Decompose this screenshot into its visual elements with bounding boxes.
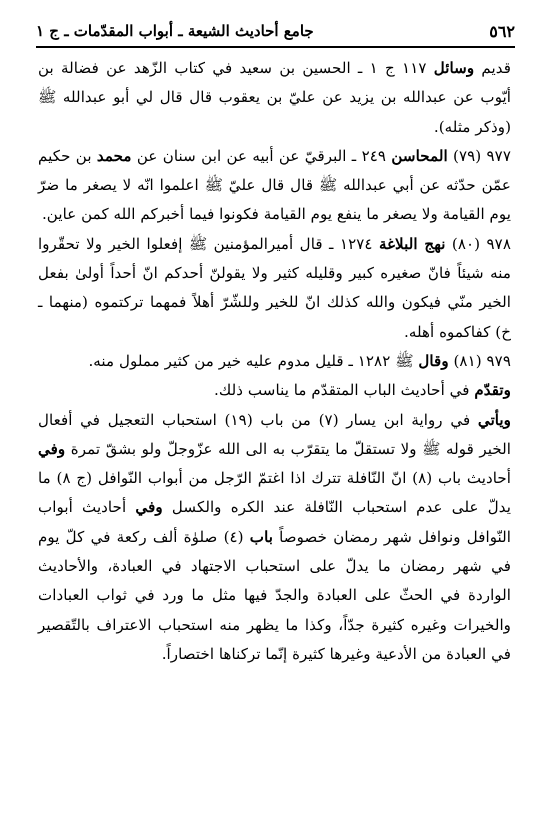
page-number: ٥٦٢ <box>489 21 515 41</box>
paragraph-yati: ويأتي في رواية ابن يسار (٧) من باب (١٩) استحباب التعجيل في أفعال الخير قوله ﷺ ولا تستقلّ ما يتقرّب به الى الله عزّوجلّ ولو بشقّ تمرة وفي أحاديث باب (٨) انّ النّافلة تترك اذا اغتمّ الرّجل من أبواب النّوافل (ج ٨) ما يدلّ على عدم استحباب النّافلة عند الكره والكسل وفي أحاديث أبواب النّوافل ونوافل شهر رمضان خصوصاً باب (٤) صلوٰة ألف ركعة في كلّ يوم في شهر رمضان ما يدلّ على استحباب الاجتهاد في العبادة، والأحاديث الواردة في الحثّ على العبادة والجدّ فيها مثل ما ورد في ثواب العبادات والخيرات وغيره كثيرة جدّاً، وكذا ما يظهر منه استحباب الاعتراف بالتّقصير في العبادة من الأدعية وغيرها كثيرة إنّما تركناها اختصاراً. <box>38 410 512 663</box>
header-rule <box>36 46 515 48</box>
paragraph-wasail: قديم وسائل ١١٧ ج ١ ـ الحسين بن سعيد في كتاب الزّهد عن فضالة بن أيّوب عن عبدالله بن يزيد عن عليّ بن يعقوب قال قال لي أبو عبدالله ﷺ (وذكر مثله). <box>38 59 511 136</box>
page-header <box>36 18 515 44</box>
paragraph-978: ٩٧٨ (٨٠) نهج البلاغة ١٢٧٤ ـ قال أميرالمؤمنين ﷺ إفعلوا الخير ولا تحقّروا منه شيئاً فانّ صغيره كبير وقليله كثير ولا يقولنّ أحدكم انّ أحداً أولىٰ بفعل الخير منّي فيكون والله كذلك انّ للخير وللشّرّ أهلاً فمهما تركتموه (منهما ـ خ) كفاكموه أهله. <box>38 234 511 341</box>
running-title: جامع أحاديث الشيعة ـ أبواب المقدّمات ـ ج ١ <box>36 22 314 40</box>
document-body <box>38 54 511 669</box>
paragraph-taqaddam: وتقدّم في أحاديث الباب المتقدّم ما يناسب ذلك. <box>214 381 511 400</box>
paragraph-977: ٩٧٧ (٧٩) المحاسن ٢٤٩ ـ البرقيّ عن أبيه عن ابن سنان عن محمد بن حكيم عمّن حدّثه عن أبي عبدالله ﷺ قال قال عليّ ﷺ اعلموا انّه لا يصغر ما ضرّ يوم القيامة ولا يصغر ما ينفع يوم القيامة فكونوا فيما أخبركم الله كمن عاين. <box>38 146 511 224</box>
paragraph-979: ٩٧٩ (٨١) وقال ﷺ ١٢٨٢ ـ قليل مدوم عليه خير من كثير مملول منه. <box>88 351 511 370</box>
